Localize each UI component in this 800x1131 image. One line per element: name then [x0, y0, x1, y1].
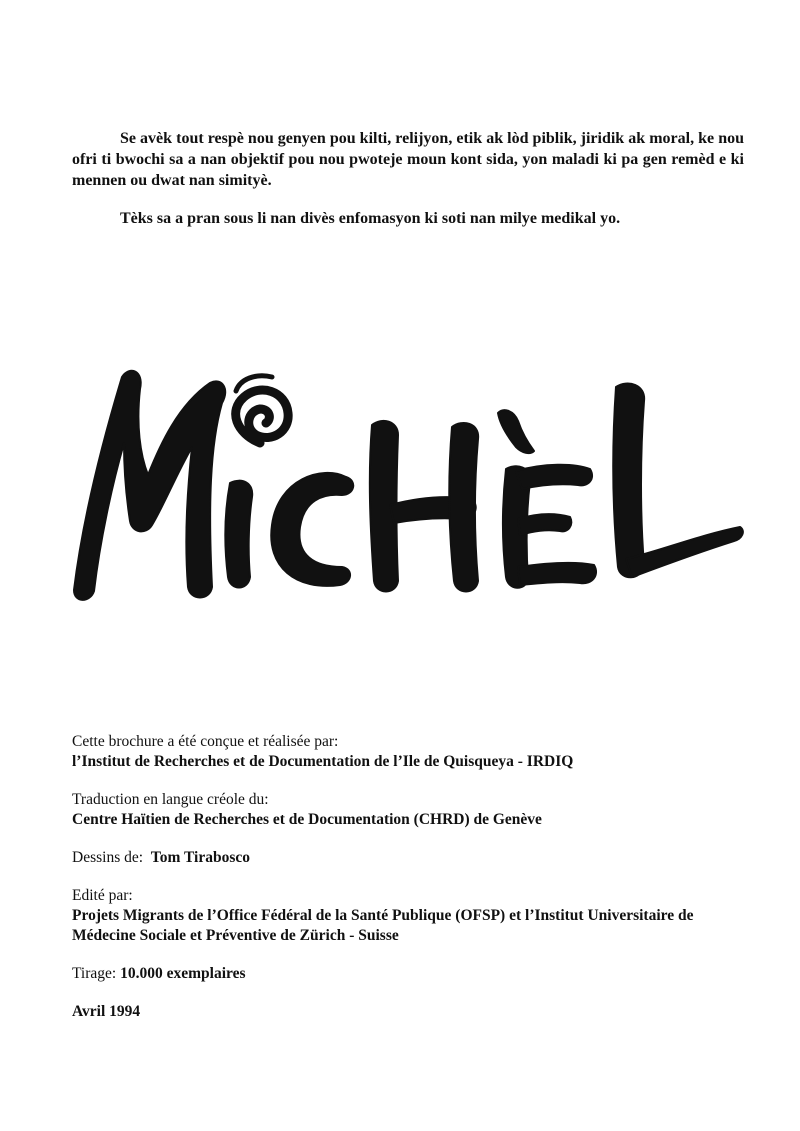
- publication-date: Avril 1994: [72, 1003, 141, 1020]
- translation-label: Traduction en langue créole du:: [72, 791, 269, 808]
- publisher-value-line1: Projets Migrants de l’Office Fédéral de la Santé Publique (OFSP) et l’Institut Universitaire de: [72, 907, 694, 924]
- credits-section: [72, 732, 762, 1040]
- title-letter-i: [225, 481, 252, 588]
- title-letter-h-right: [449, 423, 478, 592]
- brush-title: [60, 355, 760, 615]
- drawings-value: Tom Tirabosco: [150, 849, 250, 866]
- translation-value: Centre Haïtien de Recherches et de Documentation (CHRD) de Genève: [72, 811, 542, 828]
- credit-date: [72, 1002, 762, 1022]
- conception-value: l’Institut de Recherches et de Documentation de l’Ile de Quisqueya - IRDIQ: [72, 753, 574, 770]
- title-spiral: [236, 390, 288, 443]
- conception-label: Cette brochure a été conçue et réalisée par:: [72, 733, 339, 750]
- intro-paragraph-2: Tèks sa a pran sous li nan divès enfomasyon ki soti nan milye medikal yo.: [120, 210, 621, 227]
- credit-translation: [72, 790, 762, 830]
- credit-publisher: [72, 886, 762, 946]
- title-letter-c: [271, 473, 353, 586]
- title-letter-e-bottom: [518, 563, 596, 585]
- intro-paragraph-1: Se avèk tout respè nou genyen pou kilti, relijyon, etik ak lòd piblik, jiridik ak moral, ke nou ofri ti bwochi sa a nan objektif pou nou pwoteje moun kont sida, yon maladi ki pa gen remèd e ki mennen ou dwat nan simityè.: [72, 130, 744, 189]
- credit-conception: [72, 732, 762, 772]
- print-run-label: Tirage:: [72, 965, 117, 982]
- credit-print-run: [72, 964, 762, 984]
- intro-text: [72, 128, 744, 246]
- title-accent: [498, 410, 534, 453]
- publisher-label: Edité par:: [72, 887, 133, 904]
- print-run-value: 10.000 exemplaires: [120, 965, 246, 982]
- drawings-label: Dessins de:: [72, 849, 144, 866]
- title-letter-m: [74, 371, 225, 600]
- brush-title-artwork: [60, 355, 760, 615]
- publisher-value-line2: Médecine Sociale et Préventive de Zürich - Suisse: [72, 927, 399, 944]
- title-letter-e-mid: [518, 514, 571, 535]
- title-letter-e-top: [516, 465, 592, 489]
- credit-drawings: [72, 848, 762, 868]
- title-letter-l-stem: [613, 383, 644, 577]
